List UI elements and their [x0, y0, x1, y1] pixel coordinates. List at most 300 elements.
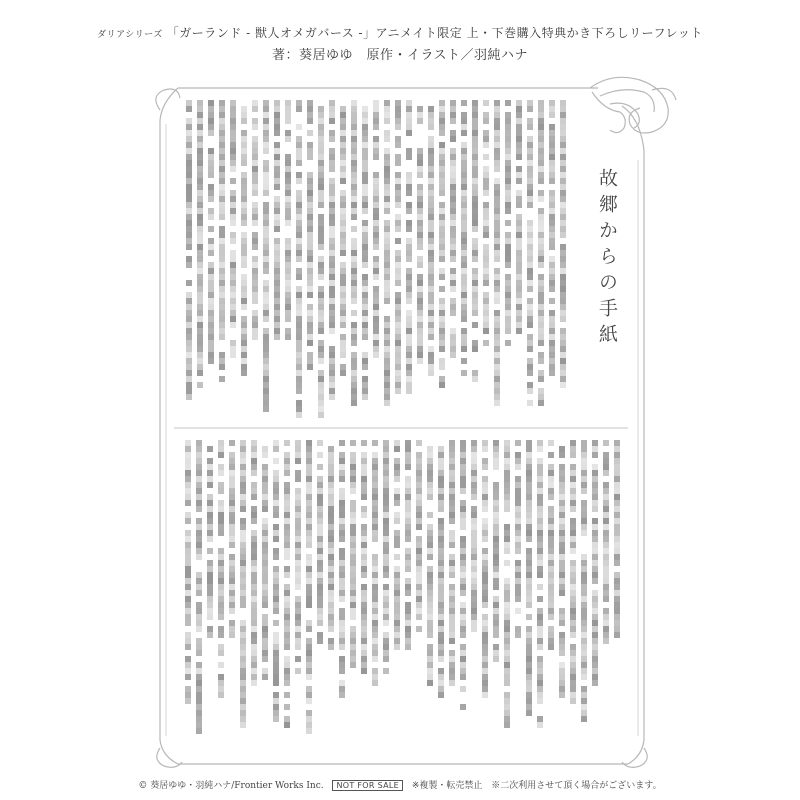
blur-cell — [570, 602, 576, 608]
blur-cell — [559, 680, 565, 686]
blur-cell — [614, 554, 620, 560]
blur-cell — [482, 524, 488, 530]
blur-cell — [219, 274, 225, 280]
blur-cell — [461, 334, 467, 340]
blur-cell — [350, 506, 356, 512]
blur-cell — [417, 172, 423, 178]
blur-cell — [186, 310, 192, 316]
blur-cell — [240, 710, 246, 716]
blur-cell — [559, 470, 565, 476]
blur-cell — [307, 184, 313, 190]
blur-cell — [185, 602, 191, 608]
blur-cell — [406, 244, 412, 250]
blur-cell — [273, 476, 279, 482]
blur-cell — [307, 130, 313, 136]
blur-cell — [504, 662, 510, 668]
blur-cell — [592, 602, 598, 608]
blur-cell — [603, 548, 609, 554]
blur-cell — [218, 440, 224, 446]
blur-cell — [592, 548, 598, 554]
blur-cell — [537, 518, 543, 524]
blur-cell — [362, 112, 368, 118]
blur-cell — [427, 494, 433, 500]
blur-cell — [274, 208, 280, 214]
blur-cell — [581, 518, 587, 524]
blur-cell — [537, 500, 543, 506]
blur-cell — [240, 656, 246, 662]
blur-cell — [438, 590, 444, 596]
blur-cell — [592, 620, 598, 626]
blur-cell — [240, 626, 246, 632]
blur-cell — [208, 190, 214, 196]
blur-cell — [527, 316, 533, 322]
blur-cell — [351, 310, 357, 316]
blur-cell — [318, 136, 324, 142]
blur-cell — [329, 292, 335, 298]
blur-cell — [351, 148, 357, 154]
blur-cell — [186, 196, 192, 202]
blur-cell — [471, 488, 477, 494]
blur-cell — [592, 590, 598, 596]
blur-cell — [383, 476, 389, 482]
blur-cell — [373, 310, 379, 316]
blur-cell — [581, 452, 587, 458]
blur-cell — [417, 208, 423, 214]
blur-cell — [339, 566, 345, 572]
blur-cell — [483, 232, 489, 238]
blur-cell — [296, 400, 302, 406]
blur-cell — [284, 542, 290, 548]
blur-cell — [581, 626, 587, 632]
blur-cell — [449, 614, 455, 620]
blur-cell — [614, 446, 620, 452]
blur-cell — [350, 596, 356, 602]
blur-cell — [472, 100, 478, 106]
blur-cell — [241, 238, 247, 244]
blur-cell — [350, 488, 356, 494]
blur-cell — [570, 686, 576, 692]
blur-cell — [383, 656, 389, 662]
blur-cell — [251, 536, 257, 542]
blur-cell — [527, 364, 533, 370]
blur-cell — [373, 292, 379, 298]
blur-cell — [417, 190, 423, 196]
blur-cell — [460, 506, 466, 512]
blur-cell — [460, 560, 466, 566]
blur-cell — [251, 572, 257, 578]
blur-cell — [538, 100, 544, 106]
blur-cell — [439, 184, 445, 190]
blur-cell — [515, 440, 521, 446]
blur-cell — [549, 274, 555, 280]
blur-cell — [317, 494, 323, 500]
blur-cell — [207, 608, 213, 614]
blur-cell — [185, 446, 191, 452]
blur-cell — [603, 530, 609, 536]
blur-cell — [197, 304, 203, 310]
blur-cell — [251, 626, 257, 632]
blur-cell — [472, 112, 478, 118]
blur-cell — [339, 488, 345, 494]
blur-cell — [472, 106, 478, 112]
blur-cell — [482, 650, 488, 656]
blur-cell — [461, 346, 467, 352]
blur-cell — [417, 280, 423, 286]
blur-cell — [295, 632, 301, 638]
blur-cell — [505, 316, 511, 322]
blur-cell — [263, 148, 269, 154]
blur-cell — [427, 614, 433, 620]
blur-cell — [196, 530, 202, 536]
blur-cell — [548, 494, 554, 500]
blur-cell — [538, 322, 544, 328]
blur-cell — [450, 202, 456, 208]
blur-cell — [318, 388, 324, 394]
blur-cell — [185, 662, 191, 668]
blur-cell — [296, 202, 302, 208]
blur-cell — [537, 506, 543, 512]
blur-cell — [560, 214, 566, 220]
blur-cell — [438, 464, 444, 470]
blur-cell — [329, 262, 335, 268]
blur-cell — [273, 710, 279, 716]
blur-cell — [373, 262, 379, 268]
blur-cell — [241, 340, 247, 346]
blur-cell — [285, 166, 291, 172]
blur-cell — [252, 310, 258, 316]
blur-cell — [362, 364, 368, 370]
blur-cell — [560, 106, 566, 112]
blur-cell — [527, 154, 533, 160]
blur-cell — [263, 238, 269, 244]
blur-cell — [339, 536, 345, 542]
blur-cell — [306, 650, 312, 656]
blur-cell — [384, 352, 390, 358]
blur-cell — [339, 470, 345, 476]
blur-cell — [493, 626, 499, 632]
blur-cell — [361, 512, 367, 518]
blur-cell — [186, 226, 192, 232]
blur-cell — [472, 130, 478, 136]
blur-cell — [461, 124, 467, 130]
blur-cell — [318, 358, 324, 364]
blur-cell — [185, 590, 191, 596]
blur-cell — [483, 304, 489, 310]
blur-cell — [274, 202, 280, 208]
blur-cell — [373, 154, 379, 160]
blur-cell — [394, 590, 400, 596]
blur-cell — [251, 506, 257, 512]
blur-cell — [549, 358, 555, 364]
blur-cell — [284, 530, 290, 536]
blur-cell — [263, 190, 269, 196]
blur-cell — [262, 596, 268, 602]
blur-cell — [549, 142, 555, 148]
blur-cell — [603, 458, 609, 464]
blur-cell — [560, 148, 566, 154]
blur-cell — [317, 596, 323, 602]
blur-cell — [450, 148, 456, 154]
blur-cell — [185, 614, 191, 620]
blur-cell — [197, 346, 203, 352]
blur-cell — [317, 530, 323, 536]
blur-cell — [251, 530, 257, 536]
blur-cell — [461, 286, 467, 292]
blur-cell — [219, 178, 225, 184]
blur-cell — [406, 346, 412, 352]
blur-cell — [230, 262, 236, 268]
blur-cell — [285, 184, 291, 190]
blur-cell — [240, 566, 246, 572]
blur-cell — [405, 620, 411, 626]
blur-cell — [406, 376, 412, 382]
blur-cell — [505, 244, 511, 250]
blur-cell — [439, 316, 445, 322]
blur-cell — [295, 560, 301, 566]
blur-cell — [197, 208, 203, 214]
blur-cell — [340, 226, 346, 232]
blur-cell — [395, 112, 401, 118]
blur-cell — [428, 280, 434, 286]
blur-cell — [284, 518, 290, 524]
blur-cell — [505, 154, 511, 160]
blur-cell — [339, 560, 345, 566]
blur-cell — [219, 130, 225, 136]
blur-cell — [285, 316, 291, 322]
blur-cell — [614, 482, 620, 488]
blur-cell — [493, 608, 499, 614]
blur-cell — [549, 364, 555, 370]
blur-cell — [560, 334, 566, 340]
blur-cell — [362, 166, 368, 172]
blur-cell — [328, 464, 334, 470]
blur-cell — [592, 638, 598, 644]
blur-cell — [405, 602, 411, 608]
blur-cell — [516, 136, 522, 142]
blur-cell — [274, 220, 280, 226]
blur-cell — [505, 220, 511, 226]
blur-cell — [427, 524, 433, 530]
blur-cell — [218, 590, 224, 596]
blur-cell — [560, 316, 566, 322]
blur-cell — [186, 328, 192, 334]
blur-cell — [307, 286, 313, 292]
footer — [0, 778, 800, 791]
blur-cell — [548, 554, 554, 560]
blur-cell — [185, 674, 191, 680]
blur-cell — [219, 256, 225, 262]
blur-cell — [449, 440, 455, 446]
blur-cell — [207, 614, 213, 620]
blur-cell — [494, 202, 500, 208]
blur-cell — [494, 292, 500, 298]
blur-cell — [306, 566, 312, 572]
blur-cell — [384, 106, 390, 112]
blur-cell — [560, 352, 566, 358]
blur-cell — [362, 286, 368, 292]
blur-cell — [592, 656, 598, 662]
blur-cell — [581, 470, 587, 476]
blur-cell — [230, 178, 236, 184]
blur-cell — [296, 334, 302, 340]
blur-cell — [251, 620, 257, 626]
blur-cell — [614, 524, 620, 530]
blur-cell — [559, 620, 565, 626]
blur-cell — [274, 244, 280, 250]
blur-cell — [273, 674, 279, 680]
blur-cell — [295, 656, 301, 662]
blur-cell — [515, 452, 521, 458]
blur-cell — [482, 464, 488, 470]
blur-cell — [461, 202, 467, 208]
blur-cell — [461, 166, 467, 172]
blur-cell — [395, 190, 401, 196]
blur-cell — [295, 614, 301, 620]
blur-cell — [538, 208, 544, 214]
blur-cell — [296, 376, 302, 382]
blur-cell — [340, 172, 346, 178]
blur-cell — [318, 370, 324, 376]
blur-cell — [230, 202, 236, 208]
blur-cell — [218, 614, 224, 620]
blur-cell — [581, 500, 587, 506]
blur-cell — [570, 446, 576, 452]
blur-cell — [197, 178, 203, 184]
blur-cell — [427, 548, 433, 554]
blur-cell — [285, 310, 291, 316]
blur-cell — [340, 268, 346, 274]
blur-cell — [241, 148, 247, 154]
blur-cell — [251, 464, 257, 470]
blur-cell — [284, 584, 290, 590]
blur-cell — [350, 572, 356, 578]
blur-cell — [394, 542, 400, 548]
blur-cell — [372, 506, 378, 512]
blur-cell — [504, 548, 510, 554]
blur-cell — [405, 488, 411, 494]
blur-cell — [328, 620, 334, 626]
blur-cell — [350, 482, 356, 488]
blur-cell — [570, 644, 576, 650]
blur-cell — [218, 554, 224, 560]
blur-cell — [439, 106, 445, 112]
blur-cell — [373, 340, 379, 346]
blur-cell — [329, 160, 335, 166]
blur-cell — [196, 578, 202, 584]
blur-cell — [505, 100, 511, 106]
blur-cell — [549, 226, 555, 232]
blur-cell — [263, 136, 269, 142]
blur-cell — [252, 124, 258, 130]
blur-cell — [208, 280, 214, 286]
blur-cell — [197, 292, 203, 298]
blur-cell — [505, 250, 511, 256]
blur-cell — [295, 572, 301, 578]
blur-cell — [592, 518, 598, 524]
blur-cell — [229, 470, 235, 476]
blur-cell — [450, 184, 456, 190]
blur-cell — [296, 220, 302, 226]
blur-cell — [560, 100, 566, 106]
blur-cell — [284, 464, 290, 470]
blur-cell — [406, 358, 412, 364]
blur-cell — [417, 256, 423, 262]
blur-cell — [362, 208, 368, 214]
blur-cell — [460, 488, 466, 494]
blur-cell — [449, 620, 455, 626]
blur-cell — [372, 458, 378, 464]
blur-cell — [449, 602, 455, 608]
blur-cell — [262, 470, 268, 476]
blur-cell — [295, 578, 301, 584]
blur-cell — [241, 172, 247, 178]
blur-cell — [405, 500, 411, 506]
blur-cell — [526, 596, 532, 602]
blur-cell — [274, 316, 280, 322]
blur-cell — [339, 572, 345, 578]
blur-cell — [284, 488, 290, 494]
blur-cell — [295, 476, 301, 482]
blur-cell — [372, 626, 378, 632]
blur-cell — [504, 452, 510, 458]
blur-cell — [395, 340, 401, 346]
blur-cell — [241, 160, 247, 166]
blur-cell — [262, 518, 268, 524]
blur-cell — [406, 112, 412, 118]
blur-cell — [362, 262, 368, 268]
blur-cell — [241, 142, 247, 148]
blur-cell — [395, 376, 401, 382]
blur-cell — [471, 446, 477, 452]
blur-cell — [362, 382, 368, 388]
blur-cell — [263, 124, 269, 130]
blur-cell — [449, 656, 455, 662]
blur-cell — [406, 352, 412, 358]
blur-cell — [439, 190, 445, 196]
blur-cell — [340, 214, 346, 220]
blur-cell — [362, 358, 368, 364]
blur-cell — [197, 280, 203, 286]
blur-cell — [405, 494, 411, 500]
blur-cell — [307, 154, 313, 160]
blur-cell — [494, 178, 500, 184]
blur-cell — [318, 352, 324, 358]
blur-cell — [384, 220, 390, 226]
blur-cell — [329, 112, 335, 118]
blur-cell — [417, 226, 423, 232]
blur-cell — [505, 262, 511, 268]
blur-cell — [504, 722, 510, 728]
blur-cell — [207, 464, 213, 470]
blur-cell — [296, 256, 302, 262]
blur-cell — [197, 268, 203, 274]
blur-cell — [240, 650, 246, 656]
blur-cell — [329, 220, 335, 226]
blur-cell — [340, 136, 346, 142]
blur-cell — [241, 154, 247, 160]
blur-cell — [560, 376, 566, 382]
blur-cell — [361, 632, 367, 638]
blur-cell — [614, 560, 620, 566]
blur-cell — [230, 322, 236, 328]
blur-cell — [317, 602, 323, 608]
blur-cell — [285, 220, 291, 226]
blur-cell — [504, 632, 510, 638]
blur-cell — [515, 590, 521, 596]
blur-cell — [240, 464, 246, 470]
blur-cell — [559, 476, 565, 482]
blur-cell — [373, 202, 379, 208]
